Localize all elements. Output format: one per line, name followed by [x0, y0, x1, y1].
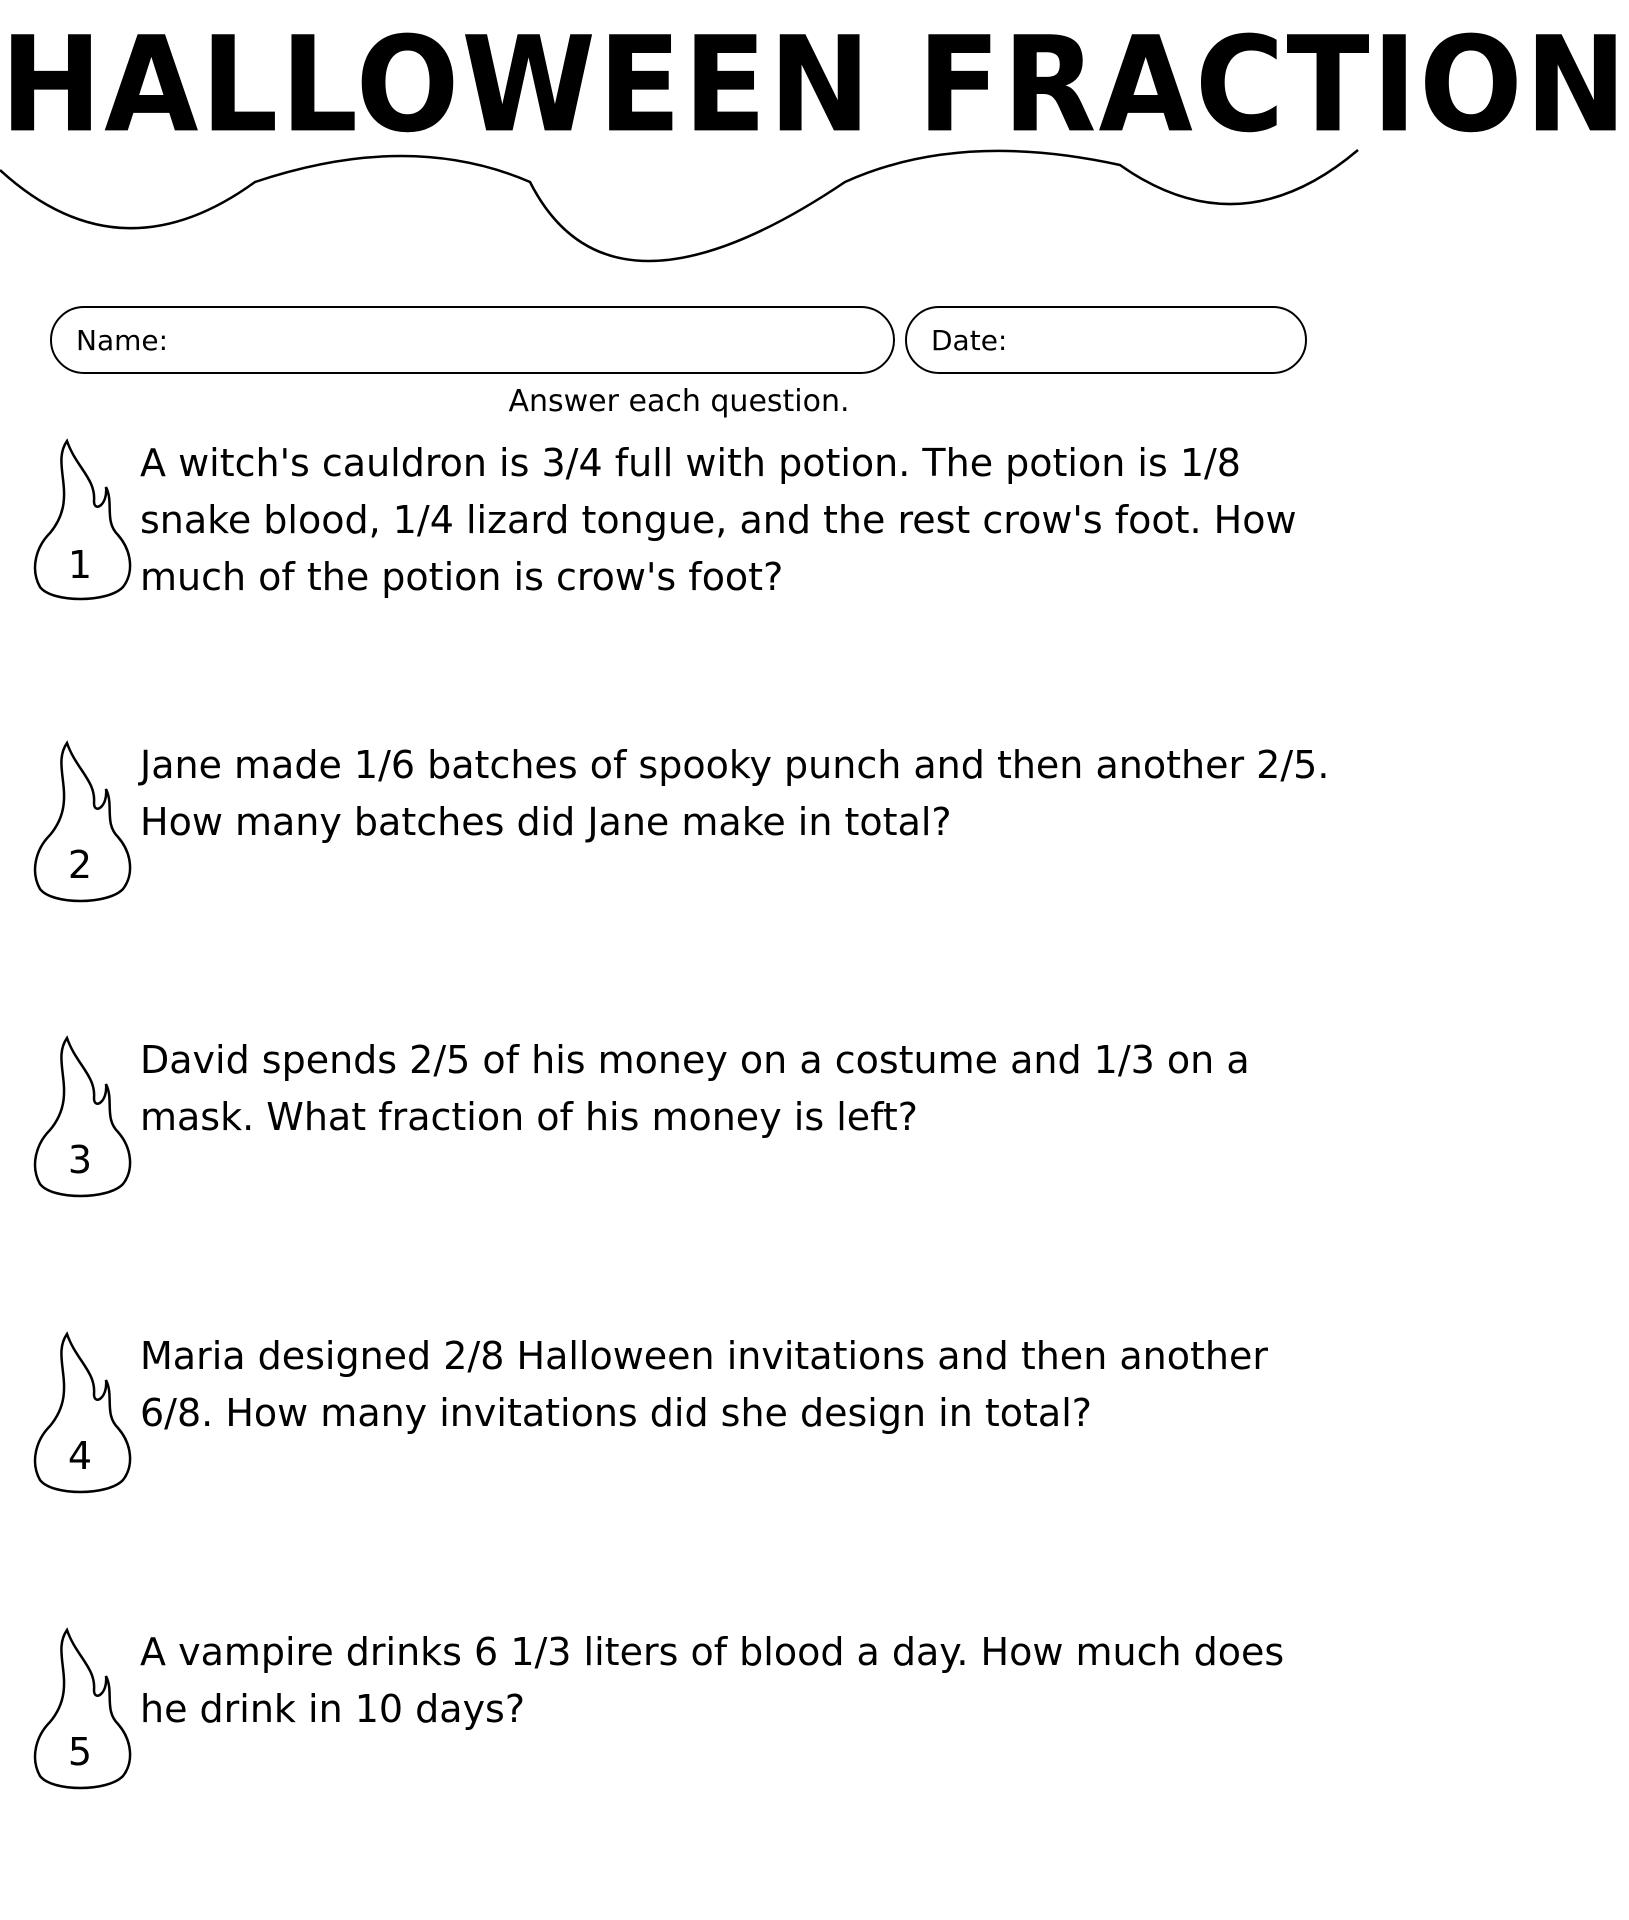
question-item [0, 1624, 1358, 1824]
question-number: 4 [67, 1434, 93, 1478]
scallop-border [0, 140, 1358, 300]
question-text: A vampire drinks 6 1/3 liters of blood a day. How much does he drink in 10 days? [140, 1630, 1285, 1731]
question-item [0, 737, 1358, 937]
page-title: HALLOWEEN FRACTION [0, 8, 1629, 162]
name-label: Name: [76, 323, 169, 357]
question-number: 5 [67, 1730, 93, 1774]
question-text: A witch's cauldron is 3/4 full with potion. The potion is 1/8 snake blood, 1/4 lizard tongue, and the rest crow's foot. How much of the potion is crow's foot? [140, 441, 1297, 599]
date-label: Date: [931, 323, 1008, 357]
question-item [0, 1328, 1358, 1528]
question-number: 1 [67, 543, 93, 587]
instruction-text: Answer each question. [508, 384, 850, 419]
question-item [0, 435, 1358, 635]
name-field[interactable] [50, 306, 895, 374]
question-item [0, 1032, 1358, 1232]
question-number: 3 [67, 1138, 93, 1182]
question-number: 2 [67, 843, 93, 887]
question-text: Maria designed 2/8 Halloween invitations and then another 6/8. How many invitations did she design in total? [140, 1334, 1268, 1435]
question-text: Jane made 1/6 batches of spooky punch and then another 2/5. How many batches did Jane make in total? [140, 743, 1330, 844]
date-field[interactable] [905, 306, 1307, 374]
question-text: David spends 2/5 of his money on a costume and 1/3 on a mask. What fraction of his money is left? [140, 1038, 1250, 1139]
